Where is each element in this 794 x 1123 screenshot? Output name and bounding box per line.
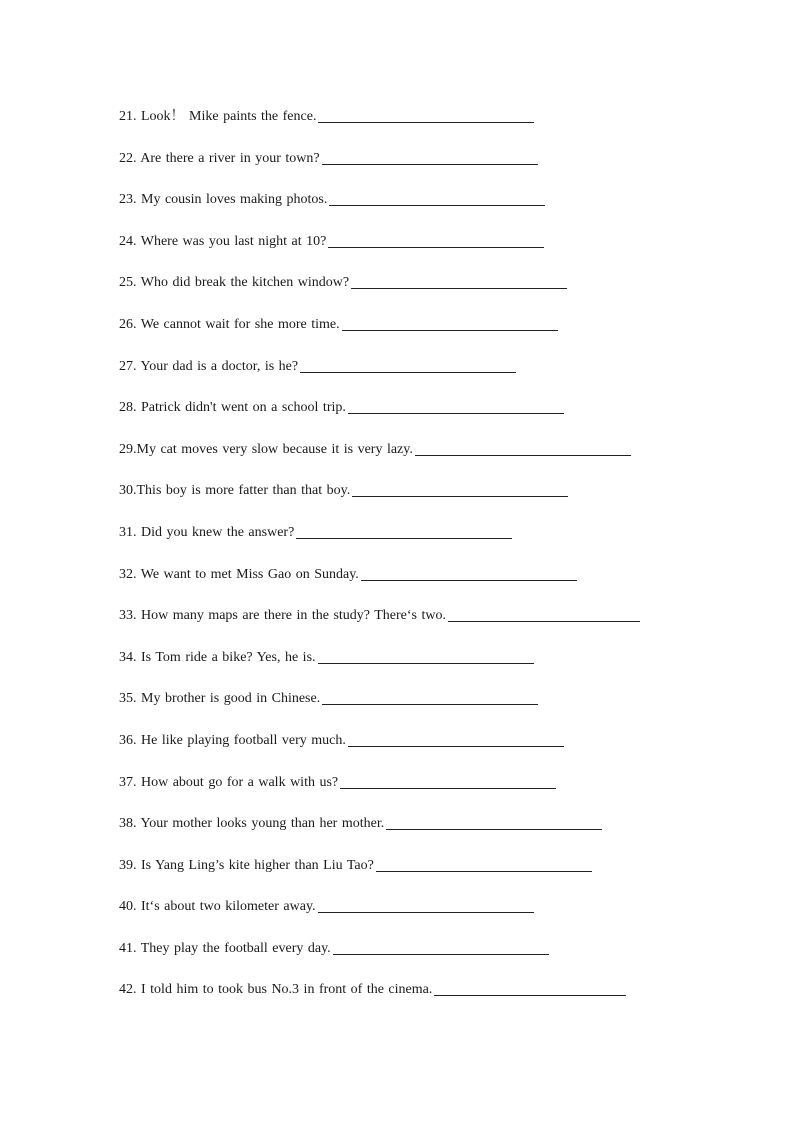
question-31 [119,522,719,564]
question-23 [119,189,719,231]
answer-blank[interactable] [333,938,549,955]
question-text: 35. My brother is good in Chinese. [119,691,321,707]
question-37 [119,772,719,814]
question-text: 33. How many maps are there in the study? There‘s two. [119,608,446,624]
question-38 [119,813,719,855]
question-35 [119,688,719,730]
question-25 [119,272,719,314]
question-30 [119,480,719,522]
answer-blank[interactable] [340,772,556,789]
answer-blank[interactable] [351,272,567,289]
answer-blank[interactable] [322,148,538,165]
question-list [119,106,719,1021]
question-34 [119,647,719,689]
question-28 [119,397,719,439]
answer-blank[interactable] [318,106,534,123]
question-26 [119,314,719,356]
question-text: 30.This boy is more fatter than that boy. [119,483,351,499]
question-text: 23. My cousin loves making photos. [119,192,328,208]
answer-blank[interactable] [376,855,592,872]
answer-blank[interactable] [434,979,626,996]
question-36 [119,730,719,772]
question-text: 37. How about go for a walk with us? [119,774,339,790]
answer-blank[interactable] [386,813,602,830]
question-text: 32. We want to met Miss Gao on Sunday. [119,566,359,582]
question-text: 25. Who did break the kitchen window? [119,275,350,291]
answer-blank[interactable] [318,896,534,913]
question-42 [119,979,719,1021]
question-text: 28. Patrick didn't went on a school trip. [119,400,346,416]
question-text: 34. Is Tom ride a bike? Yes, he is. [119,649,316,665]
question-24 [119,231,719,273]
question-text: 24. Where was you last night at 10? [119,233,327,249]
question-22 [119,148,719,190]
question-text: 39. Is Yang Ling’s kite higher than Liu Tao? [119,857,374,873]
answer-blank[interactable] [318,647,534,664]
question-27 [119,356,719,398]
question-text: 36. He like playing football very much. [119,732,346,748]
answer-blank[interactable] [342,314,558,331]
question-text: 22. Are there a river in your town? [119,150,320,166]
answer-blank[interactable] [328,231,544,248]
answer-blank[interactable] [329,189,545,206]
answer-blank[interactable] [352,480,568,497]
question-text: 40. It‘s about two kilometer away. [119,899,316,915]
answer-blank[interactable] [348,730,564,747]
answer-blank[interactable] [348,397,564,414]
question-text: 27. Your dad is a doctor, is he? [119,358,299,374]
question-32 [119,564,719,606]
question-29 [119,439,719,481]
question-41 [119,938,719,980]
question-text: 26. We cannot wait for she more time. [119,316,340,332]
question-39 [119,855,719,897]
answer-blank[interactable] [448,605,640,622]
question-40 [119,896,719,938]
question-text: 42. I told him to took bus No.3 in front of the cinema. [119,982,433,998]
question-text: 29.My cat moves very slow because it is very lazy. [119,441,413,457]
question-text: 38. Your mother looks young than her mother. [119,816,385,832]
answer-blank[interactable] [322,688,538,705]
question-text: 31. Did you knew the answer? [119,524,295,540]
question-text: 21. Look！ Mike paints the fence. [119,109,317,124]
question-33 [119,605,719,647]
question-21 [119,106,719,148]
answer-blank[interactable] [361,564,577,581]
question-text: 41. They play the football every day. [119,940,331,956]
answer-blank[interactable] [300,356,516,373]
answer-blank[interactable] [415,439,631,456]
answer-blank[interactable] [296,522,512,539]
